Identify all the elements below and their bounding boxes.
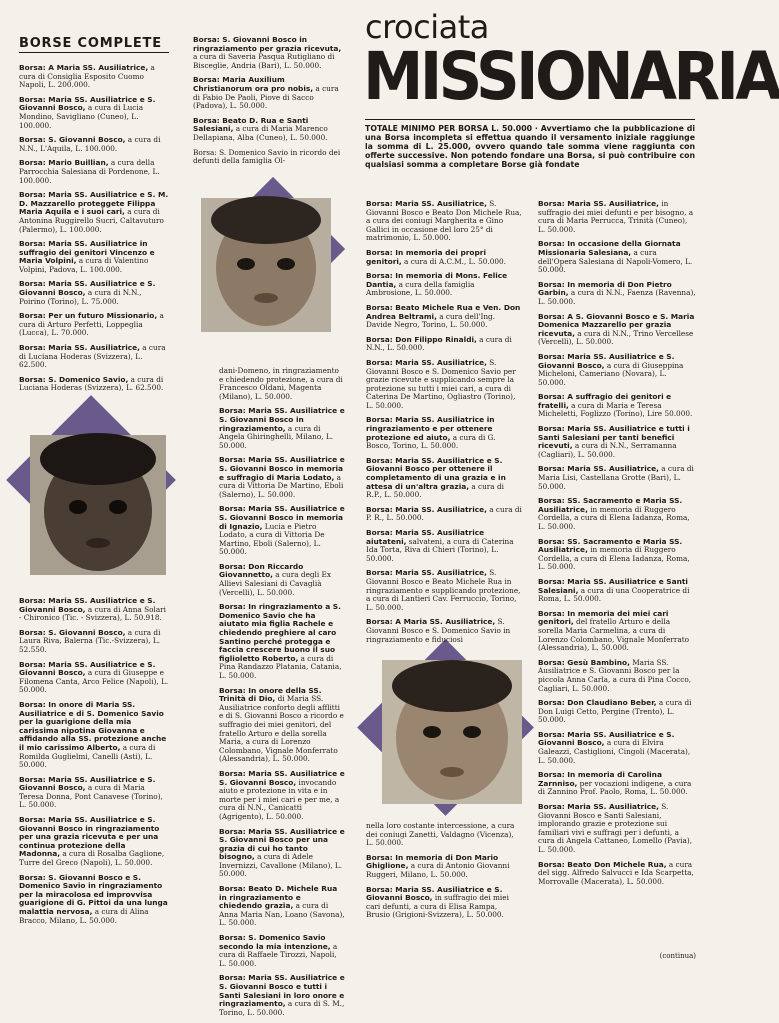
borsa-entry: Borsa: Mario Buillian, a cura della Parrocchia Salesiana di Pordenone, L. 100.000. [19, 158, 160, 185]
title-crociata: crociata [365, 8, 489, 46]
borsa-entry: Borsa: Maria SS. Ausiliatrice e S. Giovanni Bosco, a cura di Elvira Galeazzi, Castiglioni, Cingoli (Macerata), L. 50.000. [538, 729, 691, 765]
borsa-entry: Borsa: A suffragio dei genitori e fratelli, a cura di Maria e Teresa Micheletti, Foglizzo (Torino), Lire 50.000. [538, 392, 693, 419]
borsa-entry: Borsa: Maria Auxilium Christianorum ora pro nobis, a cura di Fabio De Paoli, Piove di Sacco (Padova), L. 50.000. [193, 75, 339, 111]
child-face-2-icon [30, 435, 166, 575]
borsa-entry: Borsa: In memoria di Carolina Zarnniso, per vocazioni indigene, a cura di Zannino Prof. Paolo, Roma, L. 50.000. [538, 770, 692, 797]
borsa-entry: Borsa: Maria SS. Ausiliatrice, S. Giovanni Bosco e Beato Michele Rua in ringraziamento e supplicando protezione, a cura di Lantieri Cav. Ferruccio, Torino, L. 50.000. [366, 568, 521, 612]
column-3-top [366, 200, 522, 650]
borse-complete-heading: BORSE COMPLETE [19, 36, 162, 51]
child-photo-2 [30, 435, 166, 575]
borsa-entry: Borsa: In onore della SS. Trinità di Dio, di Maria SS. Ausiliatrice conforto degli afflitti e di S. Giovanni Bosco a ricordo e suffragio dei miei genitori, del fratello Arturo e della sorella Maria, a cura di Lorenzo Colombano, Vignale Monferrato (Alessandria), L. 50.000. [219, 685, 344, 764]
borsa-entry: Borsa: S. Domenico Savio secondo la mia intenzione, a cura di Raffaele Tirozzi, Napoli, L. 50.000. [219, 933, 338, 968]
borsa-entry: Borsa: Gesù Bambino, Maria SS. Ausiliatrice e S. Giovanni Bosco per la piccola Anna Carla, a cura di Pina Cocco, Cagliari, L. 50.000. [538, 657, 692, 693]
borsa-entry: Borsa: Maria SS. Ausiliatrice, a cura di Maria Lisi, Castellana Grotte (Bari), L. 50.000. [538, 464, 694, 491]
borsa-entry: Borsa: Maria SS. Ausiliatrice e S. Giovanni Bosco per una grazia di cui ho tanto bisogno, a cura di Adele Invernizzi, Cavallone (Milano), L. 50.000. [219, 826, 345, 879]
borsa-entry: Borsa: A S. Giovanni Bosco e S. Maria Domenica Mazzarello per grazia ricevuta, a cura di N.N., Trino Vercellese (Vercelli), L. 50.000. [538, 311, 695, 347]
borsa-entry: Borsa: Maria SS. Ausiliatrice e S. Giovanni Bosco, a cura di Anna Solari - Chironico (Tic. - Svizzera), L. 50.918. [19, 596, 166, 623]
borsa-entry: Borsa: In memoria di Don Pietro Garbin, a cura di N.N., Faenza (Ravenna), L. 50.000. [538, 279, 696, 306]
borsa-entry: Borsa: S. Giovanni Bosco, a cura di Laura Riva, Balerna (Tic.-Svizzera), L. 52.550. [19, 627, 161, 654]
borsa-entry: Borsa: Maria SS. Ausiliatrice e S. M. D. Mazzarello proteggete Filippa Maria Aquila e i suoi cari, a cura di Antonina Ruggirello Sucri, Caltavuturo (Palermo), L. 100.000. [19, 190, 169, 234]
borsa-entry: Borsa: S. Giovanni Bosco e S. Domenico Savio in ringraziamento per la miracolosa ed improvvisa guarigione di G. Pittoi da una lunga malattia nervosa, a cura di Alina Bracco, Milano, L. 50.000. [19, 872, 168, 925]
borsa-entry: Borsa: Maria SS. Ausiliatrice, S. Giovanni Bosco e Santi Salesiani, implorando grazie e protezione sui familiari vivi e suffragi per i defunti, a cura di Angela Cattaneo, Lomello (Pavia), L. 50.000. [538, 802, 693, 854]
borsa-entry: Borsa: Maria SS. Ausiliatrice e S. Giovanni Bosco in memoria di Ignazio, Lucia e Pietro Lodato, a cura di Vittoria De Martino, Eboli (Salerno), L. 50.000. [219, 504, 345, 557]
heading-underline [19, 52, 169, 53]
column-1-top [19, 64, 169, 399]
borsa-entry: Borsa: In ringraziamento a S. Domenico Savio che ha aiutato mia figlia Rachele e chiedendo preghiere al caro Santino perché protegga e faccia crescere buono il suo figlioletto Roberto, a cura di Pina Randazzo Platania, Catania, L. 50.000. [219, 602, 342, 680]
borsa-entry: Borsa: S. Giovanni Bosco, a cura di N.N., L'Aquila, L. 100.000. [19, 135, 161, 153]
title-missionaria: MISSIONARIA [363, 38, 779, 115]
child-face-3-icon [382, 660, 522, 804]
column-3-bottom [366, 822, 522, 926]
borsa-entry: Borsa: Maria SS. Ausiliatrice, a cura di P. R., L. 50.000. [366, 504, 522, 523]
borsa-entry: Borsa: S. Giovanni Bosco in ringraziamento per grazia ricevuta, a cura di Saveria Pasqua Rutigliano di Bisceglie, Andria (Bari), L. 50.000. [193, 35, 342, 70]
borsa-entry: Borsa: In memoria dei miei cari genitori, del fratello Arturo e della sorella Maria Carmelina, a cura di Lorenzo Colombano, Vignale Monferrato (Alessandria), L. 50.000. [538, 608, 690, 653]
borsa-entry: Borsa: Maria SS. Ausiliatrice e S. Giovanni Bosco, a cura di N.N., Poirino (Torino), L. 75.000. [19, 279, 156, 306]
borsa-entry: Borsa: Maria SS. Ausiliatrice e S. Giovanni Bosco, a cura di Lucia Mondino, Savigliano (Cuneo), L. 100.000. [19, 94, 156, 130]
borsa-entry: Borsa: Maria SS. Ausiliatrice aiutateni, salvateni, a cura di Caterina Ida Torta, Riva di Chieri (Torino), L. 50.000. [366, 528, 514, 563]
borsa-entry: Borsa: Maria SS. Ausiliatrice e S. Giovanni Bosco per ottenere il completamento di una grazia e in attesa di un'altra grazia, a cura di R.P., L. 50.000. [366, 455, 506, 500]
borsa-entry: Borsa: SS. Sacramento e Maria SS. Ausiliatrice, in memoria di Ruggero Cordella, a cura di Elena Iadanza, Roma, L. 50.000. [538, 496, 690, 531]
borsa-entry: Borsa: Maria SS. Ausiliatrice e S. Giovanni Bosco, a cura di Giuseppe e Filomena Canta, Arco Felice (Napoli), L. 50.000. [19, 659, 169, 695]
title-rule [365, 119, 695, 120]
borsa-entry: nella loro costante intercessione, a cura dei coniugi Zanetti, Valdagno (Vicenza), L. 50.000. [366, 821, 515, 848]
notice-text: TOTALE MINIMO PER BORSA L. 50.000 · Avvertiamo che la pubblicazione di una Borsa incompleta si effettua quando il versamento iniziale raggiunge la somma di L. 25.000, ovvero quando tale somma viene raggiunta con offerte successive. Non potendo fondare una Borsa, si può contribuire con qualsiasi somma a completare Borse già fondate [365, 124, 695, 169]
borsa-entry: Borsa: In memoria di Mons. Felice Dantia, a cura della famiglia Ambrosione, L. 50.000. [366, 271, 508, 298]
borsa-entry: Borsa: Maria SS. Ausiliatrice e S. Giovanni Bosco e tutti i Santi Salesiani in loro onore e ringraziamento, a cura di S. M., Torino, L. 50.000. [219, 973, 345, 1017]
borsa-entry: Borsa: Maria SS. Ausiliatrice e S. Giovanni Bosco, in suffragio dei miei cari defunti, a cura di Elisa Rampa, Brusio (Grigioni-Svizzera), L. 50.000. [366, 884, 509, 920]
borsa-entry: Borsa: Maria SS. Ausiliatrice e S. Giovanni Bosco, a cura di Giuseppina Micheloni, Cameriano (Novara), L. 50.000. [538, 351, 684, 387]
borsa-entry: Borsa: Maria SS. Ausiliatrice e S. Giovanni Bosco in memoria e suffragio di Maria Lodato, a cura di Vittoria De Martino, Eboli (Salerno), L. 50.000. [219, 455, 345, 499]
borsa-entry: Borsa: Maria SS. Ausiliatrice in ringraziamento e per ottenere protezione ed aiuto, a cura di G. Bosco, Torino, L. 50.000. [366, 415, 496, 451]
borsa-entry: Borsa: In memoria di Don Mario Ghiglione, a cura di Antonio Giovanni Ruggeri, Milano, L. 50.000. [366, 852, 510, 879]
borsa-entry: Borsa: Don Claudiano Beber, a cura di Don Luigi Cetto, Pergine (Trento), L. 50.000. [538, 698, 692, 725]
borsa-entry: Borsa: Maria SS. Ausiliatrice, S. Giovanni Bosco e Beato Don Michele Rua, a cura dei coniugi Margherita e Gino Gallici in occasione del loro 25° di matrimonio, L. 50.000. [366, 199, 522, 243]
borsa-entry: Borsa: Beato Michele Rua e Ven. Don Andrea Beltrami, a cura dell'Ing. Davide Negro, Torino, L. 50.000. [366, 302, 521, 330]
borsa-entry: Borsa: Maria SS. Ausiliatrice in suffragio dei genitori Vincenzo e Maria Volpini, a cura di Valentino Volpini, Padova, L. 100.000. [19, 239, 155, 274]
child-face-1-icon [201, 198, 331, 332]
borsa-entry: Borsa: In occasione della Giornata Missionaria Salesiana, a cura dell'Opera Salesiana di Napoli-Vomero, L. 50.000. [538, 239, 693, 275]
borsa-entry: Borsa: A Maria SS. Ausiliatrice, a cura di Consiglia Esposito Cuomo Napoli, L. 200.000. [19, 63, 155, 90]
borsa-entry: Borsa: Maria SS. Ausiliatrice e Santi Salesiani, a cura di una Cooperatrice di Roma, L. 50.000. [538, 576, 690, 604]
borsa-entry: Borsa: S. Domenico Savio, a cura di Luciana Hoderas (Svizzera), L. 62.500. [19, 374, 164, 393]
child-photo-1 [201, 198, 331, 332]
borsa-entry: Borsa: Maria SS. Ausiliatrice, in suffragio dei miei defunti e per bisogno, a cura di Maria Perrucca, Trinità (Cuneo), L. 50.000. [538, 199, 694, 234]
column-1-bottom [19, 597, 169, 931]
borsa-entry: Borsa: Beato D. Michele Rua in ringraziamento e chiedendo grazia, a cura di Anna Maria Nan, Loano (Savona), L. 50.000. [219, 884, 345, 928]
borsa-entry: Borsa: Beato Don Michele Rua, a cura del sigg. Alfredo Salvucci e Ida Scarpetta, Morrovalle (Macerata), L. 50.000. [538, 859, 694, 886]
child-photo-3 [382, 660, 522, 804]
borsa-entry: Borsa: SS. Sacramento e Maria SS. Ausiliatrice, in memoria di Ruggero Cordella, a cura di Elena Iadanza, Roma, L. 50.000. [538, 536, 690, 572]
continua-label: (continua) [659, 952, 696, 960]
column-2-top [193, 36, 345, 172]
borsa-entry: Borsa: Per un futuro Missionario, a cura di Arturo Perfetti, Loppeglia (Lucca), L. 70.000. [19, 311, 164, 338]
borsa-entry: Borsa: In onore di Maria SS. Ausiliatrice e di S. Domenico Savio per la guarigione della mia carissima nipotina Giovanna e affidando alla SS. protezione anche il mio carissimo Alberto, a cura di Romilda Guglielmi, Canelli (Asti), L. 50.000. [19, 699, 167, 770]
column-4 [538, 200, 696, 892]
borsa-entry: Borsa: Maria SS. Ausiliatrice e S. Giovanni Bosco, invocando aiuto e protezione in vita e in morte per i miei cari e per me, a cura di N.N., Canicattì (Agrigento), L. 50.000. [219, 768, 345, 821]
borsa-entry: Borsa: A Maria SS. Ausiliatrice, S. Giovanni Bosco e S. Domenico Savio in ringraziamento e fiduciosi [366, 617, 511, 644]
borsa-entry: Borsa: Maria SS. Ausiliatrice e S. Giovanni Bosco in ringraziamento, a cura di Angela Ghiringhelli, Milano, L. 50.000. [219, 406, 345, 450]
borsa-entry: Borsa: Don Riccardo Giovannetto, a cura degli Ex Allievi Salesiani di Cavaglià (Vercelli), L. 50.000. [219, 561, 331, 597]
borsa-entry: Borsa: Maria SS. Ausiliatrice, a cura di Luciana Hoderas (Svizzera), L. 62.500. [19, 343, 166, 370]
borsa-entry: Borsa: In memoria dei propri genitori, a cura di A.C.M., L. 50.000. [366, 247, 506, 266]
borsa-entry: dani-Domeno, in ringraziamento e chiedendo protezione, a cura di Francesco Oldani, Magenta (Milano), L. 50.000. [219, 366, 343, 401]
borsa-entry: Borsa: S. Domenico Savio in ricordo dei defunti della famiglia Ol- [193, 147, 341, 166]
borsa-entry: Borsa: Maria SS. Ausiliatrice, S. Giovanni Bosco e S. Domenico Savio per grazie ricevute e supplicando sempre la protezione su tutti i miei cari, a cura di Caterina De Martino, Ogliastro (Torino), L. 50.000. [366, 357, 516, 410]
borsa-entry: Borsa: Maria SS. Ausiliatrice e S. Giovanni Bosco in ringraziamento per una grazia ricevuta e per una continua protezione della Madonna, a cura di Rosalba Gaglione, Turre del Greco (Napoli), L. 50.000. [19, 815, 165, 868]
borsa-entry: Borsa: Beato D. Rua e Santi Salesiani, a cura di Maria Marenco Dellapiana, Alba (Cuneo), L. 50.000. [193, 115, 328, 142]
column-2-bottom [219, 367, 345, 1023]
borsa-entry: Borsa: Maria SS. Ausiliatrice e tutti i Santi Salesiani per tanti benefici ricevuti, a cura di N.N., Serramanna (Cagliari), L. 50.000. [538, 424, 690, 459]
borsa-entry: Borsa: Maria SS. Ausiliatrice e S. Giovanni Bosco, a cura di Maria Teresa Donna, Pont Canavese (Torino), L. 50.000. [19, 774, 163, 810]
borsa-entry: Borsa: Don Filippo Rinaldi, a cura di N.N., L. 50.000. [366, 334, 512, 353]
